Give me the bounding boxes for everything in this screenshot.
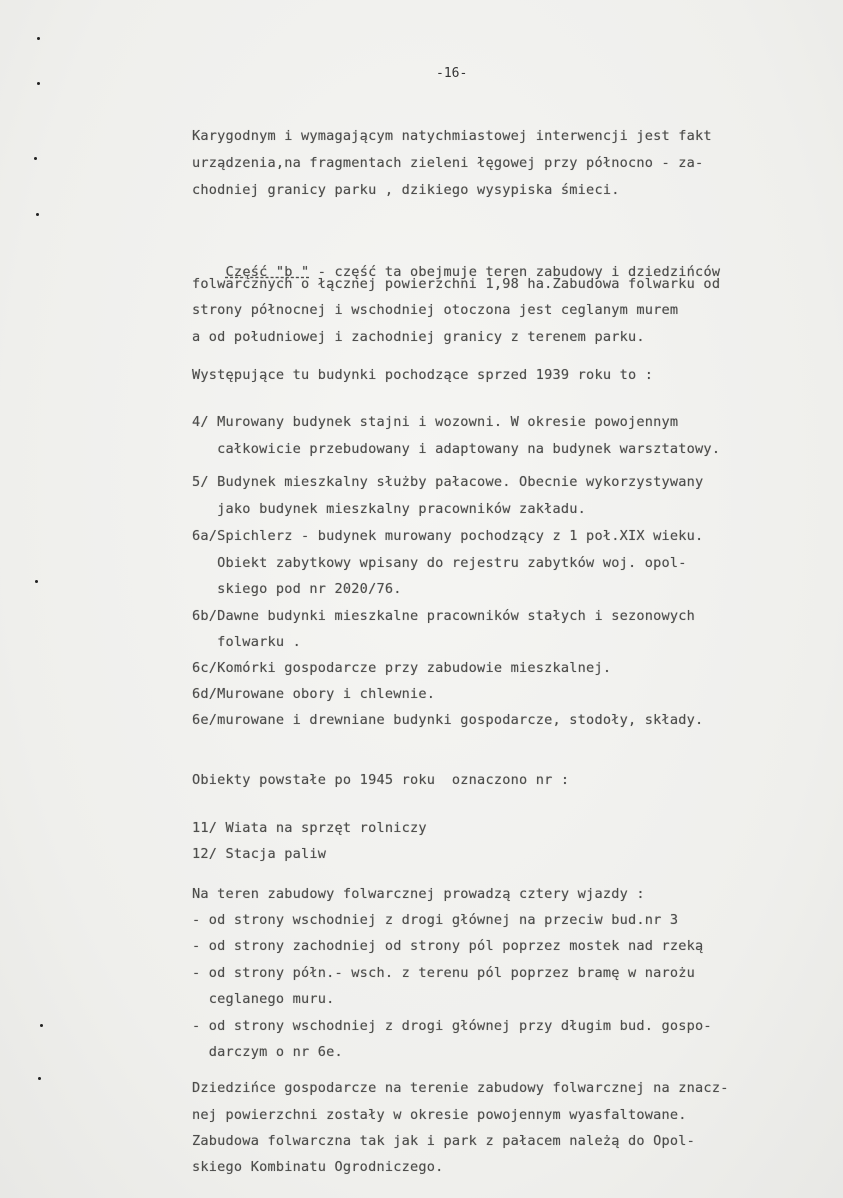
building-list-line: 6d/Murowane obory i chlewnie. [192,686,436,702]
post1945-item: 12/ Stacja paliw [192,846,327,862]
entrance-item: - od strony półn.- wsch. z terenu pól poprzez bramę w narożu [192,965,696,981]
closing-line: Zabudowa folwarczna tak jak i park z pałacem należą do Opol- [192,1133,696,1149]
entrance-item: ceglanego muru. [192,991,335,1007]
scan-speck [37,37,40,40]
building-list-line: 5/ Budynek mieszkalny służby pałacowe. Obecnie wykorzystywany [192,474,704,490]
building-list-line: 6b/Dawne budynki mieszkalne pracowników stałych i sezonowych [192,608,696,624]
building-list-line: 4/ Murowany budynek stajni i wozowni. W okresie powojennym [192,414,679,430]
entrance-item: - od strony wschodniej z drogi głównej na przeciw bud.nr 3 [192,912,679,928]
scan-speck [36,213,39,216]
paragraph-line: a od południowej i zachodniej granicy z terenem parku. [192,329,645,345]
entrance-item: darczym o nr 6e. [192,1044,343,1060]
part-b-first-line-text: - część ta obejmuje teren zabudowy i dziedzińców [309,264,721,280]
building-list-line: jako budynek mieszkalny pracowników zakładu. [192,501,587,517]
paragraph-line: urządzenia,na fragmentach zieleni łęgowej przy północno - za- [192,155,704,171]
building-list-line: 6a/Spichlerz - budynek murowany pochodzący z 1 poł.XIX wieku. [192,528,704,544]
scan-speck [34,157,37,160]
building-list-line: Obiekt zabytkowy wpisany do rejestru zabytków woj. opol- [192,555,687,571]
building-list-line: całkowicie przebudowany i adaptowany na budynek warsztatowy. [192,441,721,457]
paragraph-line: chodniej granicy parku , dzikiego wysypiska śmieci. [192,182,620,198]
building-list-line: skiego pod nr 2020/76. [192,581,402,597]
building-list-line: 6c/Komórki gospodarcze przy zabudowie mieszkalnej. [192,660,612,676]
closing-line: nej powierzchni zostały w okresie powojennym wyasfaltowane. [192,1107,687,1123]
building-list-line: folwarku . [192,634,301,650]
closing-line: skiego Kombinatu Ogrodniczego. [192,1159,444,1175]
scan-speck [37,82,40,85]
scan-speck [35,580,38,583]
scan-speck [38,1077,41,1080]
scan-speck [40,1024,43,1027]
building-list-line: 6e/murowane i drewniane budynki gospodarcze, stodoły, składy. [192,712,704,728]
paragraph-line: folwarcznych o łącznej powierzchni 1,98 ha.Zabudowa folwarku od [192,276,721,292]
entrance-item: - od strony wschodniej z drogi głównej przy długim bud. gospo- [192,1018,712,1034]
post1945-intro: Obiekty powstałe po 1945 roku oznaczono nr : [192,772,570,788]
paragraph-line: Występujące tu budynki pochodzące sprzed 1939 roku to : [192,367,654,383]
post1945-item: 11/ Wiata na sprzęt rolniczy [192,820,427,836]
entrance-item: - od strony zachodniej od strony pól poprzez mostek nad rzeką [192,938,704,954]
page-number: -16- [436,66,468,81]
closing-line: Dziedzińce gospodarcze na terenie zabudowy folwarcznej na znacz- [192,1080,729,1096]
paragraph-line: Karygodnym i wymagającym natychmiastowej interwencji jest fakt [192,128,712,144]
entrances-intro: Na teren zabudowy folwarcznej prowadzą cztery wjazdy : [192,886,645,902]
part-b-heading: Część "b " [225,264,310,280]
paragraph-line: strony północnej i wschodniej otoczona jest ceglanym murem [192,302,679,318]
